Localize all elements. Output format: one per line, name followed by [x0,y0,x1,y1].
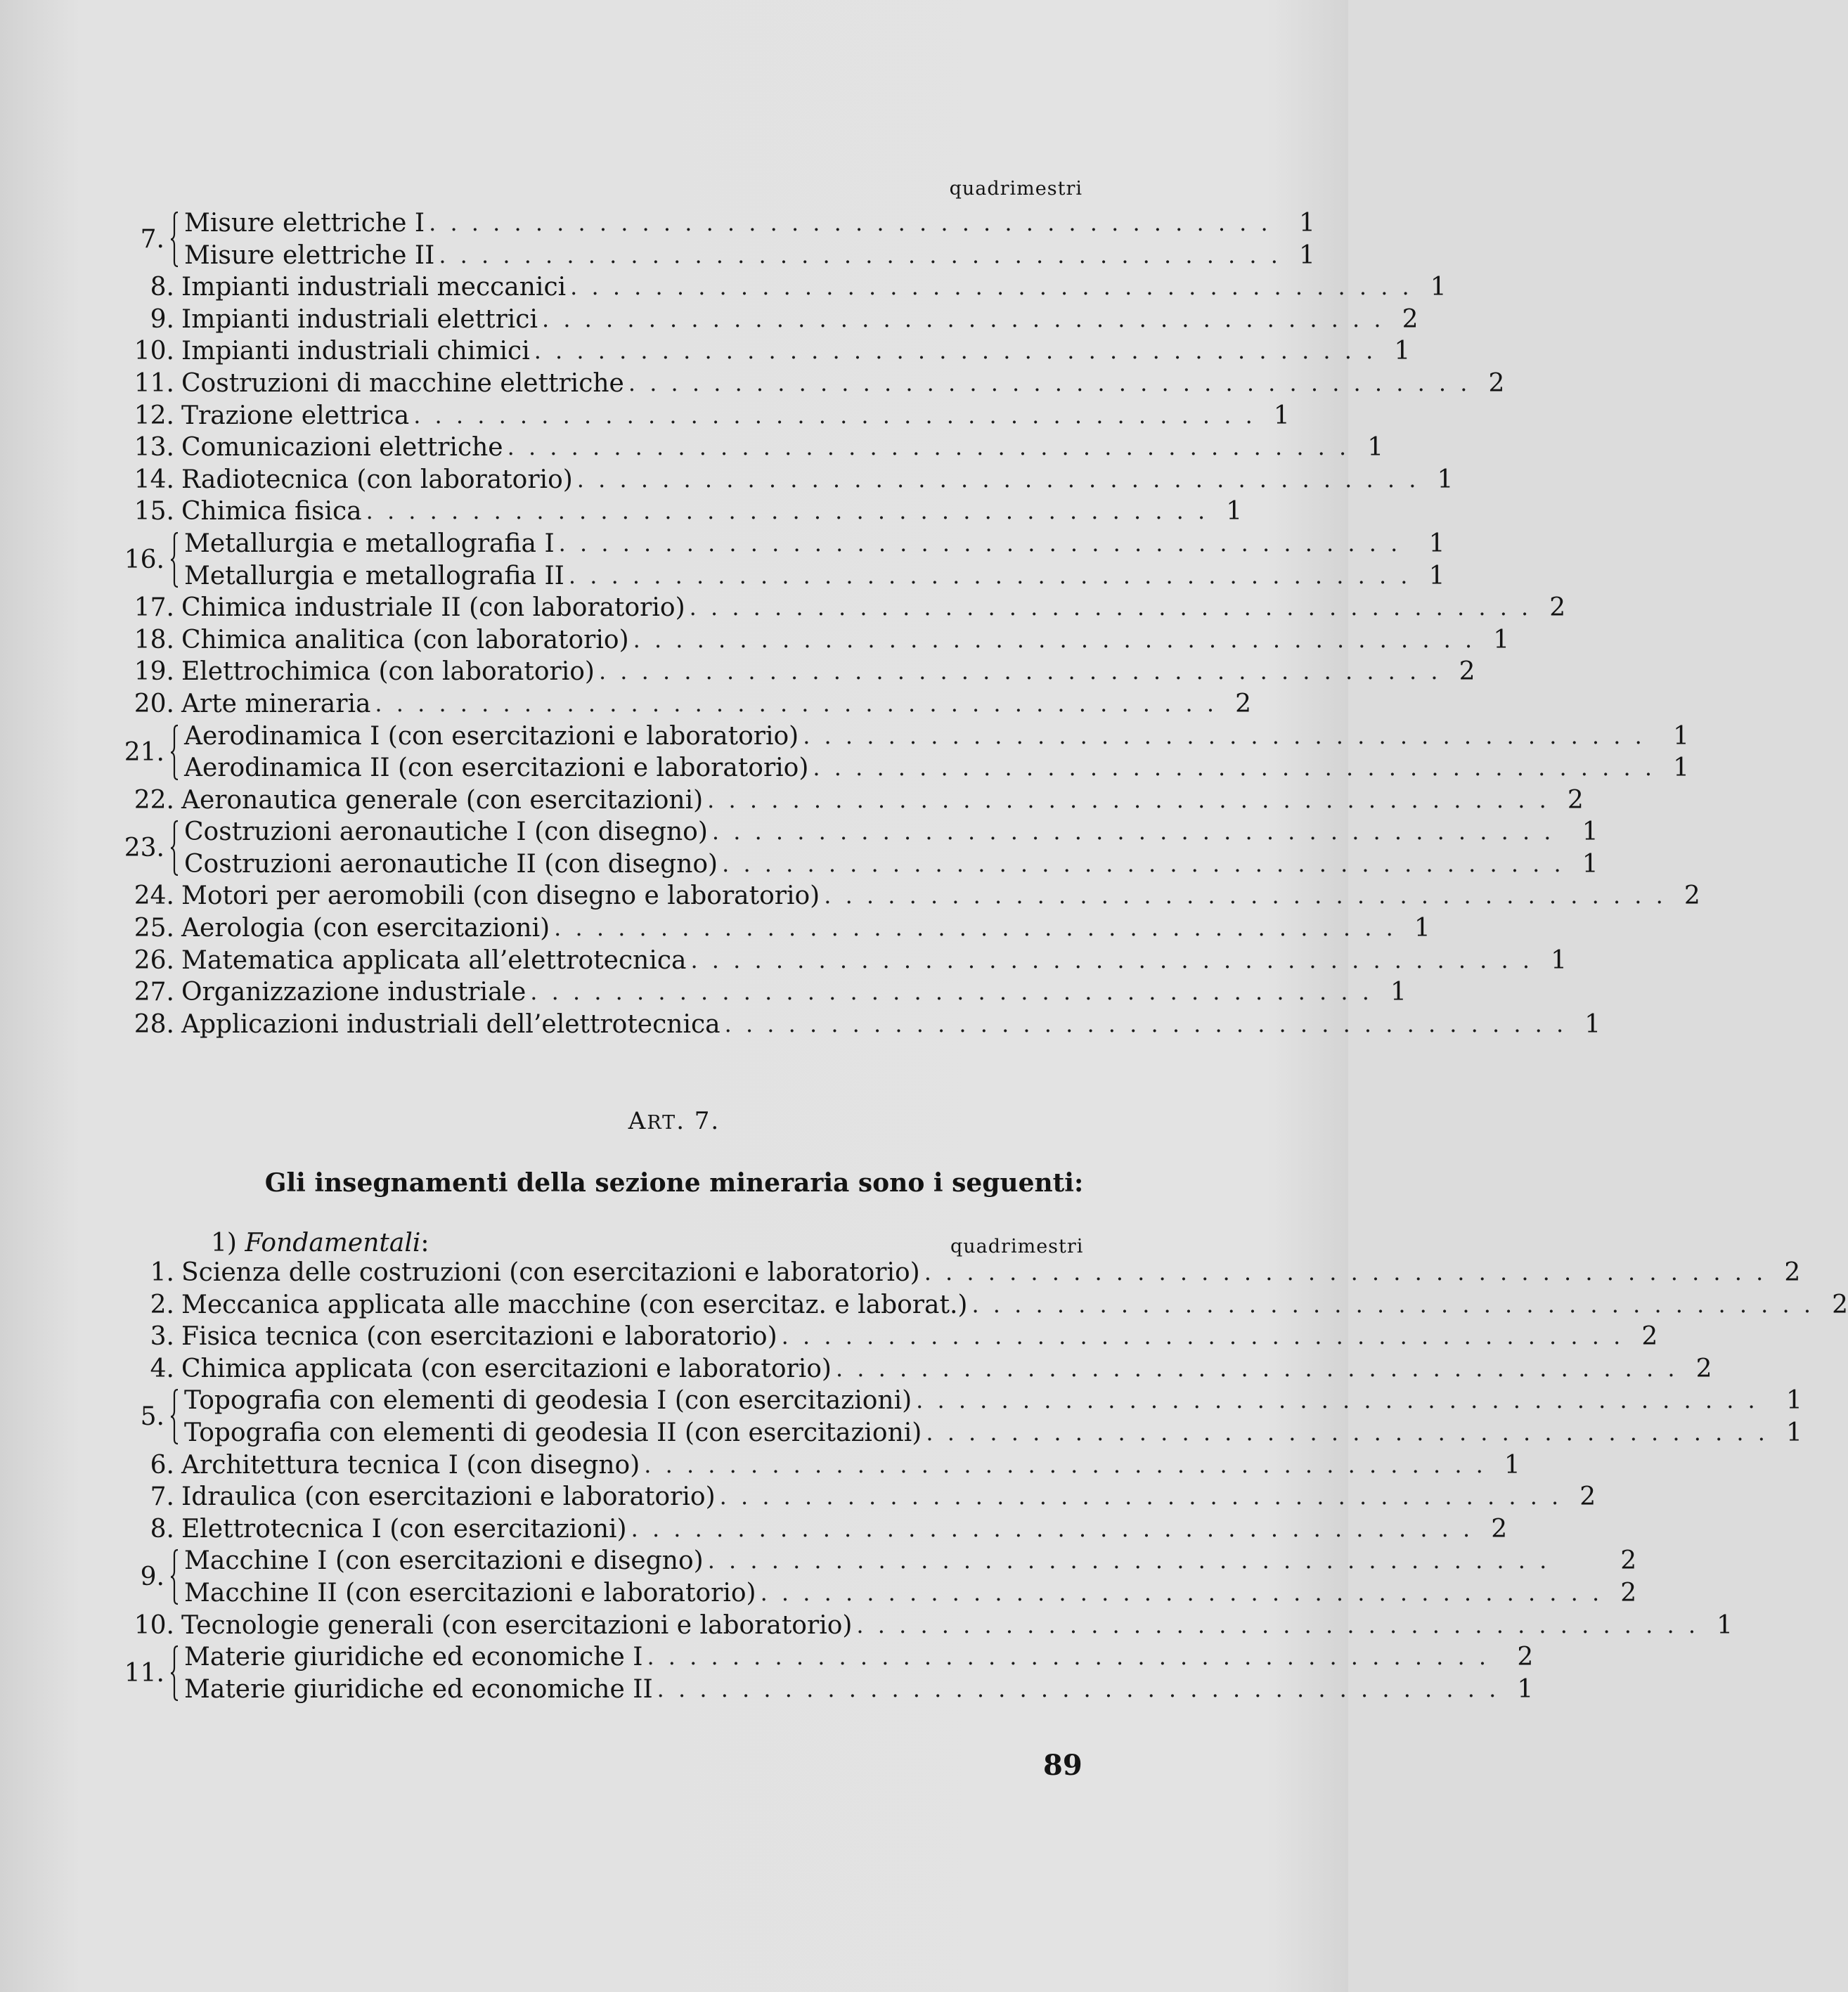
item-number: 27. [134,978,174,1007]
dot-leader: . . . . . . . . . . . . . . . . . . . . . . . . . . . . . . . . . . . . . . . . [971,1291,1815,1318]
dot-leader: . . . . . . . . . . . . . . . . . . . . . . . . . . . . . . . . . . . . . . . . [375,690,1217,717]
quadrimestri-value: 2 [1488,368,1505,398]
dot-leader: . . . . . . . . . . . . . . . . . . . . . . . . . . . . . . . . . . . . . . . . [926,1418,1769,1446]
quadrimestri-value: 2 [1641,1322,1658,1352]
quadrimestri-value: 1 [1504,1450,1520,1480]
grouped-item [127,1385,1802,1449]
dot-leader: . . . . . . . . . . . . . . . . . . . . . . . . . . . . . . . . . . . . . . . . [707,1547,1551,1574]
quadrimestri-value: 1 [1390,978,1407,1007]
quadrimestri-value: 2 [1620,1546,1637,1576]
quadrimestri-value: 1 [1298,240,1315,270]
course-name: Trazione elettrica [181,401,410,430]
item-number: 7. [150,1482,174,1512]
course-name: Aerodinamica II (con esercitazioni e laboratorio) [184,754,809,783]
course-name: Chimica fisica [181,497,362,526]
list-item [127,464,1454,496]
course-name: Applicazioni industriali dell’elettrotecnica [181,1009,721,1039]
item-number: 15. [134,497,174,526]
item-number: 20. [134,689,174,718]
dot-leader: . . . . . . . . . . . . . . . . . . . . . . . . . . . . . . . . . . . . . . . . [413,401,1256,429]
item-number: 8. [150,273,174,302]
quadrimestri-value: 1 [1273,401,1290,430]
dot-leader: . . . . . . . . . . . . . . . . . . . . . . . . . . . . . . . . . . . . . . . . [558,529,1402,557]
course-name: Costruzioni aeronautiche I (con disegno) [184,817,708,847]
quadrimestri-value: 2 [1491,1514,1508,1544]
list-item [127,1481,1596,1513]
list-item [127,1009,1601,1041]
item-number: 3. [150,1322,174,1352]
quadrimestri-value: 1 [1582,849,1598,879]
quadrimestri-value: 1 [1673,721,1689,751]
dot-leader: . . . . . . . . . . . . . . . . . . . . . . . . . . . . . . . . . . . . . . . . [554,914,1397,942]
list-item [127,1289,1848,1321]
item-number: 12. [134,401,174,430]
list-item [127,880,1700,912]
item-number: 23. [124,834,164,863]
list-item [183,528,1445,560]
item-number: 2. [150,1290,174,1319]
dot-leader: . . . . . . . . . . . . . . . . . . . . . . . . . . . . . . . . . . . . . . . . [690,946,1534,974]
list-item [127,304,1419,336]
dot-leader: . . . . . . . . . . . . . . . . . . . . . . . . . . . . . . . . . . . . . . . . [719,1483,1563,1511]
list-item [127,592,1566,624]
list-item [127,1449,1520,1482]
course-name: Chimica analitica (con laboratorio) [181,625,629,654]
course-name: Impianti industriali elettrici [181,304,538,334]
course-name: Materie giuridiche ed economiche I [184,1643,643,1672]
brace-icon [169,530,181,590]
dot-leader: . . . . . . . . . . . . . . . . . . . . . . . . . . . . . . . . . . . . . . . . [541,305,1385,332]
dot-leader: . . . . . . . . . . . . . . . . . . . . . . . . . . . . . . . . . . . . . . . . [781,1323,1624,1350]
brace-icon [169,818,181,878]
quadrimestri-value: 2 [1832,1290,1848,1319]
course-name: Misure elettriche II [184,240,435,270]
item-number: 19. [134,657,174,687]
quadrimestri-value: 1 [1298,209,1315,238]
column-header-quadrimestri: quadrimestri [949,178,1083,200]
dot-leader: . . . . . . . . . . . . . . . . . . . . . . . . . . . . . . . . . . . . . . . . [570,273,1413,301]
dot-leader: . . . . . . . . . . . . . . . . . . . . . . . . . . . . . . . . . . . . . . . . [724,1010,1568,1037]
quadrimestri-value: 1 [1437,465,1454,494]
course-name: Elettrotecnica I (con esercitazioni) [181,1514,627,1544]
course-name: Topografia con elementi di geodesia II (con esercitazioni) [184,1418,922,1447]
course-name: Aerodinamica I (con esercitazioni e laboratorio) [184,721,799,751]
dot-leader: . . . . . . . . . . . . . . . . . . . . . . . . . . . . . . . . . . . . . . . . [924,1259,1767,1286]
list-item [127,976,1407,1009]
list-item [183,240,1315,272]
dot-leader: . . . . . . . . . . . . . . . . . . . . . . . . . . . . . . . . . . . . . . . . [647,1643,1490,1671]
course-name: Aeronautica generale (con esercitazioni) [181,785,704,815]
list-item [183,752,1689,784]
item-number: 9. [140,1563,164,1592]
list-item [183,1641,1533,1674]
quadrimestri-value: 1 [1226,497,1243,526]
quadrimestri-value: 1 [1786,1386,1802,1416]
list-item [183,1545,1636,1577]
list-item [183,1674,1533,1706]
item-number: 25. [134,914,174,943]
course-name: Idraulica (con esercitazioni e laboratorio) [181,1482,716,1512]
item-number: 26. [134,945,174,975]
dot-leader: . . . . . . . . . . . . . . . . . . . . . . . . . . . . . . . . . . . . . . . . [856,1611,1699,1638]
item-number: 11. [134,368,174,398]
item-number: 1. [150,1258,174,1287]
list-item [183,816,1598,848]
course-name: Scienza delle costruzioni (con esercitazioni e laboratorio) [181,1258,920,1287]
list-item [127,912,1430,945]
item-number: 13. [134,433,174,463]
quadrimestri-value: 1 [1493,625,1510,654]
grouped-item [124,528,1445,592]
dot-leader: . . . . . . . . . . . . . . . . . . . . . . . . . . . . . . . . . . . . . . . . [803,722,1646,749]
list-item [183,560,1445,593]
item-number: 7. [140,225,164,254]
subsection-heading: 1) Fondamentali: [211,1229,429,1257]
course-name: Arte mineraria [181,689,371,718]
quadrimestri-value: 2 [1402,304,1419,334]
grouped-item [124,1641,1534,1705]
list-item [127,335,1411,368]
item-number: 28. [134,1009,174,1039]
list-item [127,400,1290,432]
dot-leader: . . . . . . . . . . . . . . . . . . . . . . . . . . . . . . . . . . . . . . . . [568,562,1411,589]
quadrimestri-value: 2 [1235,689,1251,718]
dot-leader: . . . . . . . . . . . . . . . . . . . . . . . . . . . . . . . . . . . . . . . . [722,850,1565,877]
list-item [127,1353,1712,1385]
dot-leader: . . . . . . . . . . . . . . . . . . . . . . . . . . . . . . . . . . . . . . . . [631,1515,1474,1542]
quadrimestri-value: 2 [1695,1354,1712,1383]
quadrimestri-value: 1 [1428,529,1445,558]
list-item [127,496,1243,528]
dot-leader: . . . . . . . . . . . . . . . . . . . . . . . . . . . . . . . . . . . . . . . . [657,1675,1500,1702]
item-number: 11. [124,1659,164,1688]
quadrimestri-value: 2 [1684,881,1700,911]
grouped-item [127,207,1315,271]
quadrimestri-value: 1 [1582,817,1598,847]
dot-leader: . . . . . . . . . . . . . . . . . . . . . . . . . . . . . . . . . . . . . . . . [633,626,1476,653]
list-item [183,848,1598,881]
course-name: Tecnologie generali (con esercitazioni e laboratorio) [181,1610,853,1640]
grouped-item [124,720,1689,784]
page-number: 89 [1043,1749,1083,1782]
dot-leader: . . . . . . . . . . . . . . . . . . . . . . . . . . . . . . . . . . . . . . . . [534,337,1377,365]
course-name: Organizzazione industriale [181,978,526,1007]
quadrimestri-value: 2 [1517,1643,1534,1672]
brace-icon [169,1643,181,1703]
item-number: 8. [150,1514,174,1544]
dot-leader: . . . . . . . . . . . . . . . . . . . . . . . . . . . . . . . . . . . . . . . . [689,594,1532,621]
item-number: 18. [134,625,174,654]
list-item [127,688,1251,720]
brace-icon [169,723,181,782]
item-number: 4. [150,1354,174,1383]
list-item [127,1513,1508,1546]
dot-leader: . . . . . . . . . . . . . . . . . . . . . . . . . . . . . . . . . . . . . . . . [760,1579,1603,1606]
dot-leader: . . . . . . . . . . . . . . . . . . . . . . . . . . . . . . . . . . . . . . . . [429,209,1272,236]
list-item [183,207,1315,240]
dot-leader: . . . . . . . . . . . . . . . . . . . . . . . . . . . . . . . . . . . . . . . . [598,658,1442,685]
brace-icon [169,1547,181,1607]
dot-leader: . . . . . . . . . . . . . . . . . . . . . . . . . . . . . . . . . . . . . . . . [507,434,1350,461]
quadrimestri-value: 1 [1428,561,1445,590]
list-item [127,784,1584,817]
item-number: 14. [134,465,174,494]
list-item [127,656,1475,688]
course-name: Fisica tecnica (con esercitazioni e laboratorio) [181,1322,777,1352]
quadrimestri-value: 1 [1717,1610,1733,1640]
dot-leader: . . . . . . . . . . . . . . . . . . . . . . . . . . . . . . . . . . . . . . . . [711,818,1555,846]
list-item [183,1577,1636,1610]
quadrimestri-value: 2 [1567,785,1584,815]
item-number: 24. [134,881,174,911]
quadrimestri-value: 2 [1784,1258,1801,1287]
course-name: Matematica applicata all’elettrotecnica [181,945,687,975]
list-item [127,271,1447,304]
item-number: 9. [150,304,174,334]
course-name: Metallurgia e metallografia II [184,561,564,590]
article-heading: ART. 7. [628,1107,721,1135]
dot-leader: . . . . . . . . . . . . . . . . . . . . . . . . . . . . . . . . . . . . . . . . [707,786,1550,813]
quadrimestri-value: 1 [1367,433,1384,463]
list-item [183,720,1689,753]
course-name: Comunicazioni elettriche [181,433,503,463]
list-item [127,432,1384,464]
quadrimestri-value: 2 [1579,1482,1596,1512]
item-number: 10. [134,337,174,366]
item-number: 16. [124,545,164,575]
quadrimestri-value: 1 [1551,945,1568,975]
quadrimestri-value: 2 [1549,593,1566,623]
course-name: Topografia con elementi di geodesia I (con esercitazioni) [184,1386,912,1416]
course-name: Misure elettriche I [184,209,425,238]
course-name: Costruzioni aeronautiche II (con disegno) [184,849,718,879]
column-header-quadrimestri: quadrimestri [950,1236,1084,1257]
dot-leader: . . . . . . . . . . . . . . . . . . . . . . . . . . . . . . . . . . . . . . . . [628,369,1471,396]
dot-leader: . . . . . . . . . . . . . . . . . . . . . . . . . . . . . . . . . . . . . . . . [530,978,1373,1006]
course-name: Aerologia (con esercitazioni) [181,914,550,943]
dot-leader: . . . . . . . . . . . . . . . . . . . . . . . . . . . . . . . . . . . . . . . . [366,498,1209,525]
dot-leader: . . . . . . . . . . . . . . . . . . . . . . . . . . . . . . . . . . . . . . . . [813,754,1655,782]
course-name: Motori per aeromobili (con disegno e laboratorio) [181,881,820,911]
brace-icon [169,1387,181,1447]
list-item [127,1610,1733,1642]
quadrimestri-value: 1 [1414,914,1430,943]
list-item [127,945,1568,977]
grouped-item [124,816,1598,880]
dot-leader: . . . . . . . . . . . . . . . . . . . . . . . . . . . . . . . . . . . . . . . . [835,1354,1679,1382]
quadrimestri-value: 1 [1786,1418,1802,1447]
quadrimestri-value: 1 [1394,337,1411,366]
item-number: 10. [134,1610,174,1640]
course-name: Macchine II (con esercitazioni e laboratorio) [184,1578,756,1608]
course-name: Architettura tecnica I (con disegno) [181,1450,640,1480]
course-name: Macchine I (con esercitazioni e disegno) [184,1546,704,1576]
list-item [127,368,1505,400]
course-name: Chimica industriale II (con laboratorio) [181,593,685,623]
course-name: Materie giuridiche ed economiche II [184,1674,653,1704]
quadrimestri-value: 2 [1620,1578,1637,1608]
dot-leader: . . . . . . . . . . . . . . . . . . . . . . . . . . . . . . . . . . . . . . . . [824,882,1667,910]
quadrimestri-value: 1 [1673,754,1689,783]
quadrimestri-value: 2 [1459,657,1475,687]
course-name: Elettrochimica (con laboratorio) [181,657,595,687]
quadrimestri-value: 1 [1584,1009,1601,1039]
course-name: Meccanica applicata alle macchine (con esercitaz. e laborat.) [181,1290,968,1319]
dot-leader: . . . . . . . . . . . . . . . . . . . . . . . . . . . . . . . . . . . . . . . . [576,465,1420,493]
brace-icon [169,209,181,269]
list-item [183,1417,1802,1449]
item-number: 5. [140,1402,164,1432]
course-name: Impianti industriali chimici [181,337,530,366]
item-number: 21. [124,737,164,767]
item-number: 22. [134,785,174,815]
grouped-item [127,1545,1637,1609]
quadrimestri-value: 1 [1517,1674,1534,1704]
course-name: Chimica applicata (con esercitazioni e laboratorio) [181,1354,832,1383]
item-number: 17. [134,593,174,623]
dot-leader: . . . . . . . . . . . . . . . . . . . . . . . . . . . . . . . . . . . . . . . . [439,241,1281,269]
list-item [183,1385,1802,1417]
item-number: 6. [150,1450,174,1480]
course-rows [124,207,1700,1040]
dot-leader: . . . . . . . . . . . . . . . . . . . . . . . . . . . . . . . . . . . . . . . . [644,1451,1487,1478]
course-rows [124,1257,1848,1705]
course-name: Radiotecnica (con laboratorio) [181,465,573,494]
list-item [127,1257,1801,1289]
list-item [127,624,1510,657]
dot-leader: . . . . . . . . . . . . . . . . . . . . . . . . . . . . . . . . . . . . . . . . [916,1387,1759,1414]
quadrimestri-value: 1 [1430,273,1447,302]
course-name: Impianti industriali meccanici [181,273,567,302]
list-item [127,1321,1658,1353]
course-name: Costruzioni di macchine elettriche [181,368,624,398]
course-name: Metallurgia e metallografia I [184,529,555,558]
section-heading: Gli insegnamenti della sezione mineraria sono i seguenti: [264,1168,1084,1198]
